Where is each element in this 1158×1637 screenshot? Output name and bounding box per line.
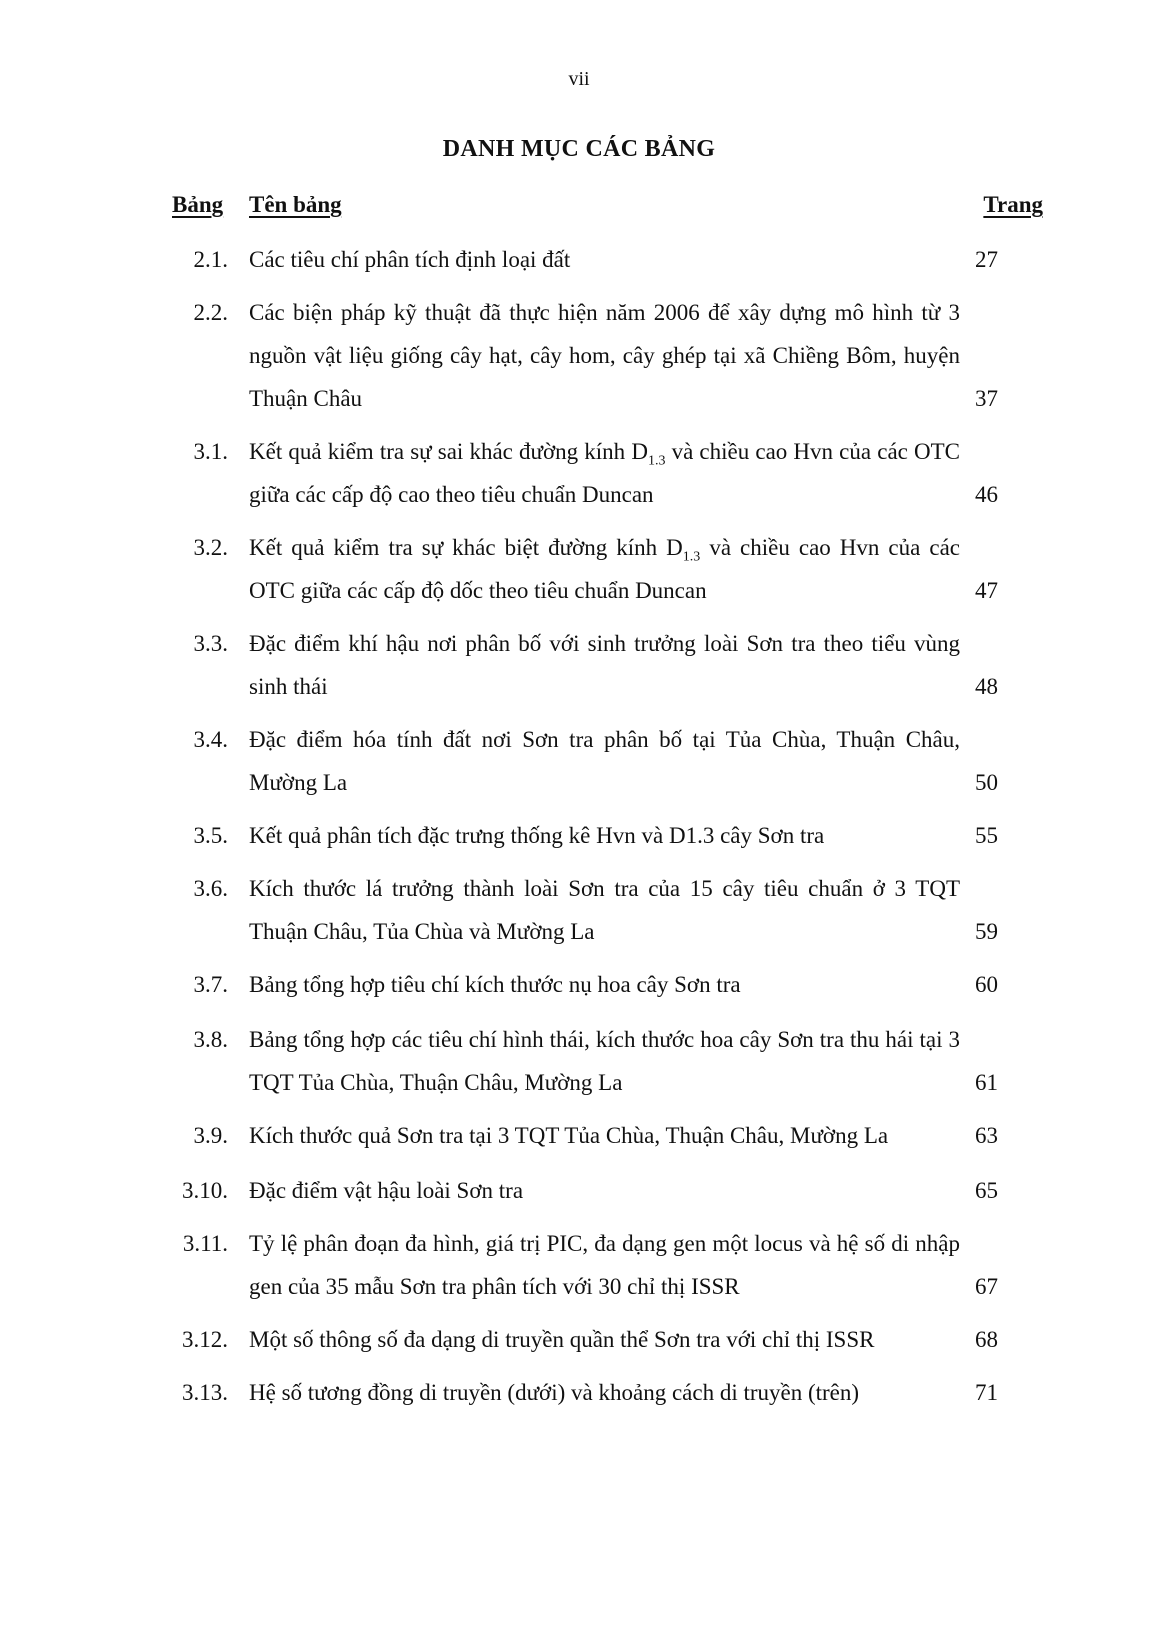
- table-number: 3.8.: [193, 1027, 228, 1052]
- table-number: 3.3.: [193, 631, 228, 656]
- list-item: [0, 1169, 1158, 1212]
- table-number: 3.13.: [182, 1380, 228, 1405]
- table-page: 65: [975, 1178, 998, 1203]
- table-title: Tỷ lệ phân đoạn đa hình, giá trị PIC, đa dạng gen một locus và hệ số di nhập gen của 35 mẫu Sơn tra phân tích với 30 chỉ thị ISSR: [249, 1231, 960, 1299]
- list-item: [0, 238, 1158, 281]
- subscript: 1.3: [682, 549, 701, 565]
- list-item: [0, 867, 1158, 953]
- column-header-name: Tên bảng: [249, 192, 342, 217]
- table-page: 63: [975, 1123, 998, 1148]
- table-page: 37: [975, 386, 998, 411]
- table-page: 59: [975, 919, 998, 944]
- list-item: [0, 526, 1158, 612]
- table-page: 67: [975, 1274, 998, 1299]
- table-number: 3.2.: [193, 535, 228, 560]
- table-number: 2.2.: [193, 300, 228, 325]
- table-number: 3.11.: [182, 1231, 228, 1256]
- list-item: [0, 1371, 1158, 1414]
- list-item: [0, 1222, 1158, 1308]
- table-title: Kích thước lá trưởng thành loài Sơn tra của 15 cây tiêu chuẩn ở 3 TQT Thuận Châu, Tủa Chùa và Mường La: [249, 876, 960, 944]
- table-title: Bảng tổng hợp tiêu chí kích thước nụ hoa cây Sơn tra: [249, 972, 741, 997]
- subscript: 1.3: [647, 453, 666, 469]
- list-item: [0, 963, 1158, 1006]
- table-title: Kết quả phân tích đặc trưng thống kê Hvn và D1.3 cây Sơn tra: [249, 823, 825, 848]
- list-item: [0, 1114, 1158, 1157]
- table-title: Đặc điểm vật hậu loài Sơn tra: [249, 1178, 524, 1203]
- column-header-page: Trang: [983, 192, 1043, 217]
- list-item: [0, 1018, 1158, 1104]
- table-page: 47: [975, 578, 998, 603]
- table-number: 3.4.: [193, 727, 228, 752]
- table-list-header: [0, 192, 1158, 222]
- table-number: 3.6.: [193, 876, 228, 901]
- column-header-number: Bảng: [172, 192, 224, 217]
- table-number: 3.1.: [193, 439, 228, 464]
- table-number: 3.9.: [193, 1123, 228, 1148]
- table-title: Hệ số tương đồng di truyền (dưới) và khoảng cách di truyền (trên): [249, 1380, 860, 1405]
- table-number: 2.1.: [193, 247, 228, 272]
- list-item: [0, 1318, 1158, 1361]
- table-title: Kết quả kiểm tra sự khác biệt đường kính $D_{1.3}$ và chiều cao Hvn của các OTC giữa các cấp độ dốc theo tiêu chuẩn Duncan: [249, 535, 960, 603]
- list-item: [0, 291, 1158, 420]
- table-page: 50: [975, 770, 998, 795]
- table-page: 68: [975, 1327, 998, 1352]
- table-title: Đặc điểm hóa tính đất nơi Sơn tra phân bố tại Tủa Chùa, Thuận Châu, Mường La: [249, 727, 960, 795]
- table-page: 60: [975, 972, 998, 997]
- table-page: 46: [975, 482, 998, 507]
- table-number: 3.10.: [182, 1178, 228, 1203]
- table-number: 3.12.: [182, 1327, 228, 1352]
- table-page: 27: [975, 247, 998, 272]
- table-title: Đặc điểm khí hậu nơi phân bố với sinh trưởng loài Sơn tra theo tiểu vùng sinh thái: [249, 631, 960, 699]
- table-list: [0, 238, 1158, 1414]
- table-title: Một số thông số đa dạng di truyền quần thể Sơn tra với chỉ thị ISSR: [249, 1327, 875, 1352]
- table-title: Kết quả kiểm tra sự sai khác đường kính $D_{1.3}$ và chiều cao Hvn của các OTC giữa các cấp độ cao theo tiêu chuẩn Duncan: [249, 439, 960, 507]
- page-number: vii: [568, 68, 590, 90]
- table-title: Bảng tổng hợp các tiêu chí hình thái, kích thước hoa cây Sơn tra thu hái tại 3 TQT Tủa Chùa, Thuận Châu, Mường La: [249, 1027, 960, 1095]
- table-title: Kích thước quả Sơn tra tại 3 TQT Tủa Chùa, Thuận Châu, Mường La: [249, 1123, 889, 1148]
- table-page: 71: [975, 1380, 998, 1405]
- table-title: Các tiêu chí phân tích định loại đất: [249, 247, 571, 272]
- list-item: [0, 814, 1158, 857]
- list-item: [0, 622, 1158, 708]
- list-item: [0, 718, 1158, 804]
- table-number: 3.5.: [193, 823, 228, 848]
- table-page: 61: [975, 1070, 998, 1095]
- table-page: 48: [975, 674, 998, 699]
- list-item: [0, 430, 1158, 516]
- table-title: Các biện pháp kỹ thuật đã thực hiện năm 2006 để xây dựng mô hình từ 3 nguồn vật liệu giống cây hạt, cây hom, cây ghép tại xã Chiềng Bôm, huyện Thuận Châu: [249, 300, 960, 411]
- table-page: 55: [975, 823, 998, 848]
- table-number: 3.7.: [193, 972, 228, 997]
- page-title: DANH MỤC CÁC BẢNG: [442, 136, 716, 162]
